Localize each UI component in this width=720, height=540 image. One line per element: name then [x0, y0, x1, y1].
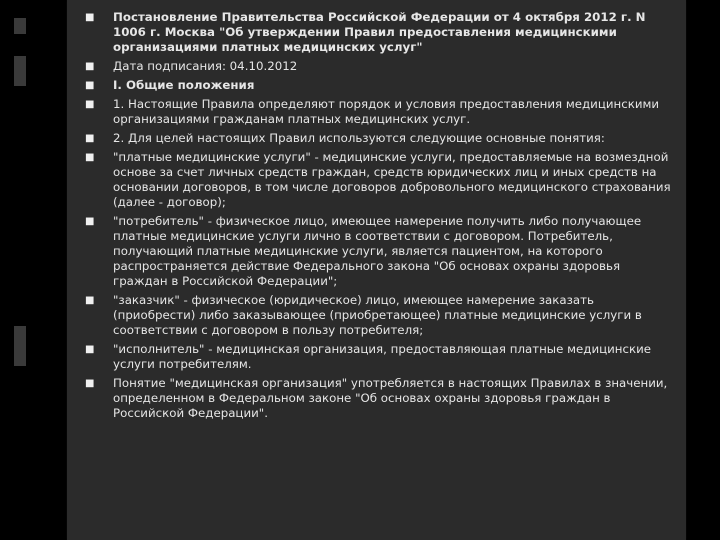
list-item-text: "заказчик" - физическое (юридическое) лицо, имеющее намерение заказать (приобрести) либо заказывающее (приобретающее) платные медицинские услуги в соответствии с договором в пользу потребителя; — [113, 293, 642, 337]
list-item — [67, 150, 677, 210]
list-item-text: I. Общие положения — [113, 78, 255, 92]
list-item-text: 2. Для целей настоящих Правил используются следующие основные понятия: — [113, 131, 605, 145]
list-item — [67, 342, 677, 372]
list-item — [67, 78, 677, 93]
list-item — [67, 97, 677, 127]
list-item — [67, 131, 677, 146]
decorative-bar — [14, 326, 26, 366]
list-item-text: Постановление Правительства Российской Федерации от 4 октября 2012 г. N 1006 г. Москва "Об утверждении Правил предоставления медицинскими организациями платных медицинских услуг" — [113, 10, 646, 54]
bullet-list — [67, 10, 677, 425]
bullet-icon: ■ — [85, 295, 95, 306]
bullet-icon: ■ — [85, 12, 95, 23]
decorative-bar — [14, 56, 26, 86]
bullet-icon: ■ — [85, 80, 95, 91]
list-item-text: "платные медицинские услуги" - медицинские услуги, предоставляемые на возмездной основе за счет личных средств граждан, средств юридических лиц и иных средств на основании договоров, в том числе договоров добровольного медицинского страхования (далее - договор); — [113, 150, 671, 209]
list-item — [67, 10, 677, 55]
list-item — [67, 214, 677, 289]
bullet-icon: ■ — [85, 133, 95, 144]
bullet-icon: ■ — [85, 61, 95, 72]
bullet-icon: ■ — [85, 378, 95, 389]
decorative-bar — [14, 18, 26, 34]
bullet-icon: ■ — [85, 99, 95, 110]
list-item-text: 1. Настоящие Правила определяют порядок и условия предоставления медицинскими организациями гражданам платных медицинских услуг. — [113, 97, 660, 126]
bullet-icon: ■ — [85, 152, 95, 163]
list-item-text: Понятие "медицинская организация" употребляется в настоящих Правилах в значении, определенном в Федеральном законе "Об основах охраны здоровья граждан в Российской Федерации". — [113, 376, 668, 420]
list-item — [67, 293, 677, 338]
bullet-icon: ■ — [85, 216, 95, 227]
list-item-text: "исполнитель" - медицинская организация, предоставляющая платные медицинские услуги потребителям. — [113, 342, 652, 371]
list-item-text: Дата подписания: 04.10.2012 — [113, 59, 298, 73]
list-item — [67, 59, 677, 74]
list-item — [67, 376, 677, 421]
bullet-icon: ■ — [85, 344, 95, 355]
list-item-text: "потребитель" - физическое лицо, имеющее намерение получить либо получающее платные медицинские услуги лично в соответствии с договором. Потребитель, получающий платные медицинские услуги, является пациентом, на которого распространяется действие Федерального закона "Об основах охраны здоровья граждан в Российской Федерации"; — [113, 214, 642, 288]
